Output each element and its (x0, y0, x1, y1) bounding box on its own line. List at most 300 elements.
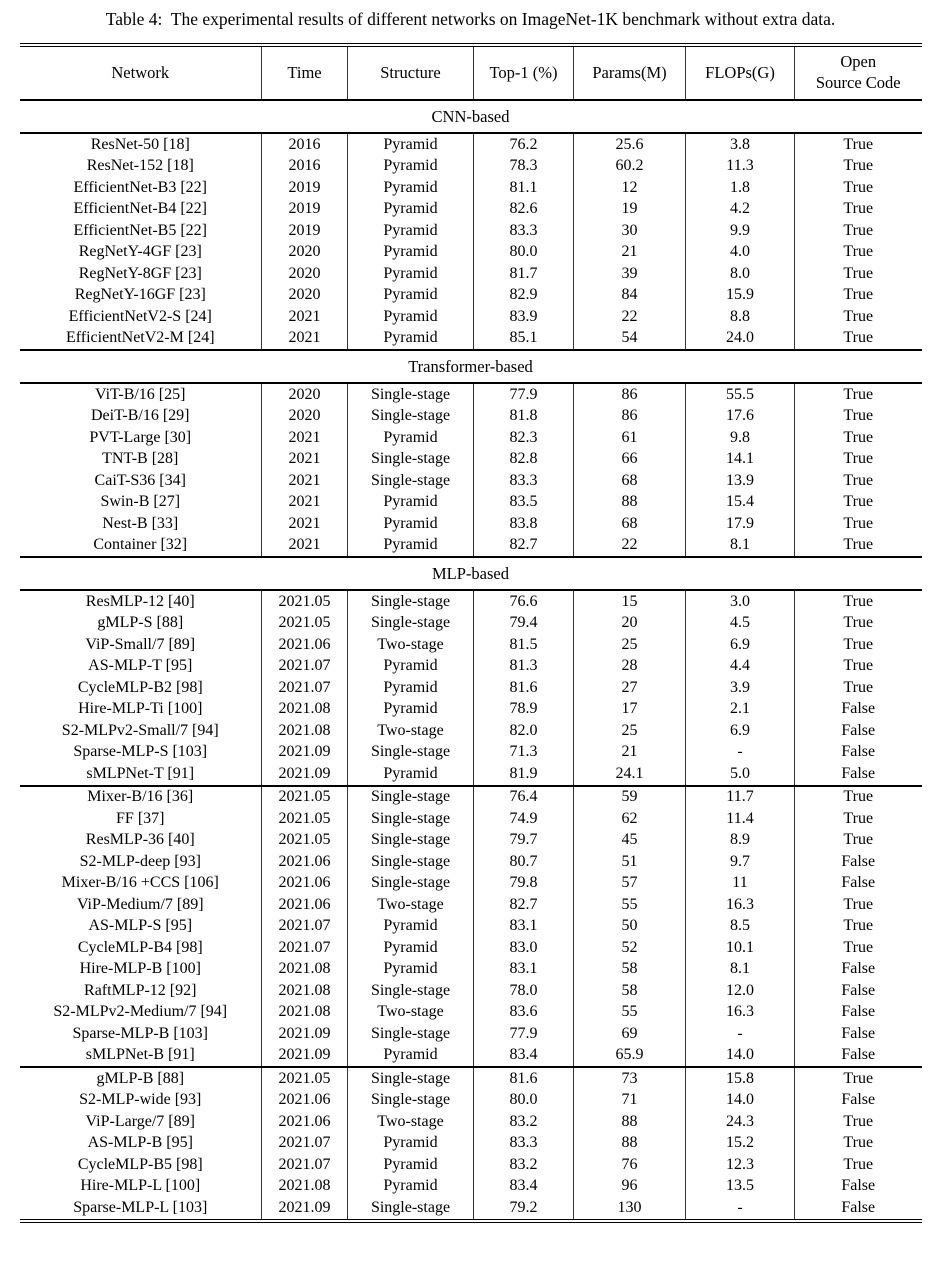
cell-network: DeiT-B/16 [29] (90, 407, 190, 425)
table-row (20, 808, 922, 830)
table-row (20, 427, 922, 449)
cell-structure: Pyramid (348, 156, 474, 178)
cell-flops: - (686, 1023, 795, 1045)
cell-network: Hire-MLP-L [100] (80, 1177, 201, 1195)
cell-flops: 15.4 (686, 492, 795, 514)
cell-network: Swin-B [27] (100, 493, 181, 511)
cell-time: 2021.07 (262, 916, 348, 938)
cell-params: 25 (574, 720, 686, 742)
results-table (20, 43, 922, 1223)
cell-params: 61 (574, 427, 686, 449)
table-row (20, 285, 922, 307)
cell-structure: Pyramid (348, 1133, 474, 1155)
cell-network: gMLP-S [88] (97, 614, 184, 632)
cell-flops: 1.8 (686, 177, 795, 199)
section-label: MLP-based (20, 557, 922, 590)
cell-flops: 24.3 (686, 1111, 795, 1133)
cell-open-source-code: True (795, 328, 922, 351)
table-row (20, 263, 922, 285)
cell-flops: - (686, 742, 795, 764)
cell-structure: Two-stage (348, 894, 474, 916)
cell-top1: 78.9 (474, 699, 574, 721)
cell-params: 25.6 (574, 133, 686, 156)
cell-flops: 3.8 (686, 133, 795, 156)
cell-network: ResNet-152 [18] (86, 157, 194, 175)
cell-flops: 12.0 (686, 980, 795, 1002)
cell-structure: Single-stage (348, 786, 474, 809)
section-label: CNN-based (20, 100, 922, 133)
cell-network: PVT-Large [30] (89, 428, 192, 446)
cell-params: 58 (574, 959, 686, 981)
cell-flops: 5.0 (686, 763, 795, 786)
cell-time: 2021.09 (262, 763, 348, 786)
table-row (20, 470, 922, 492)
cell-network: Sparse-MLP-L [103] (73, 1198, 208, 1216)
cell-top1: 82.6 (474, 199, 574, 221)
cell-flops: 3.0 (686, 590, 795, 613)
cell-flops: 9.9 (686, 220, 795, 242)
table-row (20, 199, 922, 221)
cell-time: 2021 (262, 328, 348, 351)
table-row (20, 742, 922, 764)
cell-structure: Single-stage (348, 1023, 474, 1045)
cell-top1: 80.7 (474, 851, 574, 873)
cell-structure: Single-stage (348, 830, 474, 852)
table-row (20, 894, 922, 916)
cell-open-source-code: False (795, 1176, 922, 1198)
cell-flops: 11.3 (686, 156, 795, 178)
cell-flops: 9.8 (686, 427, 795, 449)
cell-top1: 83.5 (474, 492, 574, 514)
cell-structure: Pyramid (348, 242, 474, 264)
cell-open-source-code: True (795, 677, 922, 699)
cell-top1: 82.9 (474, 285, 574, 307)
cell-top1: 83.8 (474, 513, 574, 535)
cell-time: 2020 (262, 406, 348, 428)
cell-network: ViT-B/16 [25] (95, 385, 186, 403)
cell-flops: 3.9 (686, 677, 795, 699)
cell-time: 2021.08 (262, 720, 348, 742)
cell-top1: 80.0 (474, 1090, 574, 1112)
cell-open-source-code: True (795, 306, 922, 328)
cell-top1: 81.6 (474, 677, 574, 699)
cell-open-source-code: False (795, 1090, 922, 1112)
cell-structure: Single-stage (348, 1067, 474, 1090)
cell-network: S2-MLP-wide [93] (79, 1091, 202, 1109)
cell-flops: 8.1 (686, 959, 795, 981)
cell-time: 2020 (262, 263, 348, 285)
cell-open-source-code: True (795, 1133, 922, 1155)
cell-flops: 14.1 (686, 449, 795, 471)
cell-flops: 24.0 (686, 328, 795, 351)
table-row (20, 763, 922, 786)
cell-network: ResNet-50 [18] (90, 135, 190, 153)
table-row (20, 677, 922, 699)
cell-structure: Pyramid (348, 535, 474, 558)
cell-network: AS-MLP-T [95] (88, 657, 193, 675)
cell-open-source-code: False (795, 1002, 922, 1024)
cell-top1: 81.5 (474, 634, 574, 656)
cell-structure: Single-stage (348, 1090, 474, 1112)
cell-open-source-code: True (795, 263, 922, 285)
section-row (20, 350, 922, 383)
cell-network: CaiT-S36 [34] (94, 471, 186, 489)
cell-params: 71 (574, 1090, 686, 1112)
cell-flops: 14.0 (686, 1090, 795, 1112)
cell-open-source-code: True (795, 937, 922, 959)
cell-open-source-code: True (795, 1067, 922, 1090)
cell-top1: 83.3 (474, 220, 574, 242)
cell-time: 2021.08 (262, 980, 348, 1002)
cell-flops: 13.9 (686, 470, 795, 492)
cell-params: 88 (574, 1111, 686, 1133)
cell-params: 58 (574, 980, 686, 1002)
cell-flops: 4.0 (686, 242, 795, 264)
table-row (20, 1023, 922, 1045)
cell-params: 73 (574, 1067, 686, 1090)
cell-top1: 83.2 (474, 1154, 574, 1176)
table-row (20, 133, 922, 156)
cell-structure: Two-stage (348, 720, 474, 742)
cell-top1: 71.3 (474, 742, 574, 764)
cell-network: ViP-Large/7 [89] (85, 1112, 195, 1130)
table-row (20, 937, 922, 959)
cell-network: ViP-Medium/7 [89] (76, 895, 204, 913)
cell-top1: 81.6 (474, 1067, 574, 1090)
cell-params: 51 (574, 851, 686, 873)
cell-params: 22 (574, 306, 686, 328)
col-header-open-source-code (795, 45, 922, 100)
cell-time: 2021 (262, 427, 348, 449)
cell-params: 12 (574, 177, 686, 199)
table-row (20, 720, 922, 742)
cell-time: 2020 (262, 285, 348, 307)
cell-open-source-code: False (795, 742, 922, 764)
cell-params: 15 (574, 590, 686, 613)
section-row (20, 100, 922, 133)
cell-params: 27 (574, 677, 686, 699)
cell-top1: 83.4 (474, 1176, 574, 1198)
cell-params: 57 (574, 873, 686, 895)
cell-network: TNT-B [28] (102, 450, 179, 468)
cell-open-source-code: True (795, 242, 922, 264)
cell-time: 2021.06 (262, 851, 348, 873)
table-row (20, 177, 922, 199)
header-row (20, 45, 922, 100)
cell-time: 2021.07 (262, 1154, 348, 1176)
cell-time: 2019 (262, 199, 348, 221)
cell-params: 88 (574, 1133, 686, 1155)
cell-structure: Two-stage (348, 634, 474, 656)
cell-time: 2021 (262, 492, 348, 514)
cell-structure: Pyramid (348, 677, 474, 699)
cell-time: 2021.05 (262, 1067, 348, 1090)
cell-params: 60.2 (574, 156, 686, 178)
cell-top1: 77.9 (474, 383, 574, 406)
cell-time: 2021 (262, 535, 348, 558)
cell-top1: 83.9 (474, 306, 574, 328)
cell-open-source-code: False (795, 1197, 922, 1221)
cell-open-source-code: True (795, 220, 922, 242)
cell-top1: 77.9 (474, 1023, 574, 1045)
table-header (20, 45, 922, 100)
cell-params: 86 (574, 383, 686, 406)
cell-params: 86 (574, 406, 686, 428)
cell-open-source-code: True (795, 449, 922, 471)
cell-params: 76 (574, 1154, 686, 1176)
cell-flops: 4.2 (686, 199, 795, 221)
cell-params: 84 (574, 285, 686, 307)
cell-params: 28 (574, 656, 686, 678)
cell-flops: 15.8 (686, 1067, 795, 1090)
cell-flops: 17.9 (686, 513, 795, 535)
cell-time: 2021.06 (262, 1111, 348, 1133)
col-header-flops: FLOPs(G) (686, 45, 795, 100)
cell-network: EfficientNetV2-M [24] (65, 329, 215, 347)
cell-network: S2-MLPv2-Medium/7 [94] (53, 1003, 228, 1021)
cell-open-source-code: True (795, 470, 922, 492)
cell-flops: 55.5 (686, 383, 795, 406)
cell-network: EfficientNet-B5 [22] (73, 221, 207, 239)
cell-top1: 81.3 (474, 656, 574, 678)
cell-network: EfficientNetV2-S [24] (68, 307, 212, 325)
cell-params: 65.9 (574, 1045, 686, 1068)
cell-time: 2021.06 (262, 873, 348, 895)
cell-open-source-code: False (795, 851, 922, 873)
cell-params: 24.1 (574, 763, 686, 786)
table-body (20, 100, 922, 1221)
cell-open-source-code: True (795, 156, 922, 178)
table-row (20, 1002, 922, 1024)
cell-params: 96 (574, 1176, 686, 1198)
cell-network: FF [37] (116, 809, 165, 827)
section-label: Transformer-based (20, 350, 922, 383)
cell-params: 59 (574, 786, 686, 809)
cell-structure: Pyramid (348, 937, 474, 959)
cell-network: Hire-MLP-Ti [100] (78, 700, 203, 718)
table-row (20, 613, 922, 635)
cell-structure: Single-stage (348, 742, 474, 764)
cell-top1: 82.8 (474, 449, 574, 471)
cell-flops: - (686, 1197, 795, 1221)
cell-top1: 85.1 (474, 328, 574, 351)
cell-top1: 76.6 (474, 590, 574, 613)
table-row (20, 590, 922, 613)
cell-time: 2021.08 (262, 1176, 348, 1198)
cell-flops: 12.3 (686, 1154, 795, 1176)
cell-time: 2021 (262, 449, 348, 471)
cell-flops: 8.9 (686, 830, 795, 852)
table-row (20, 980, 922, 1002)
table-row (20, 406, 922, 428)
cell-time: 2021.07 (262, 937, 348, 959)
cell-open-source-code: False (795, 980, 922, 1002)
cell-flops: 11.4 (686, 808, 795, 830)
table-row (20, 492, 922, 514)
cell-top1: 82.0 (474, 720, 574, 742)
cell-open-source-code: True (795, 656, 922, 678)
cell-open-source-code: False (795, 873, 922, 895)
table-row (20, 306, 922, 328)
cell-top1: 81.1 (474, 177, 574, 199)
cell-time: 2021.07 (262, 1133, 348, 1155)
cell-open-source-code: True (795, 177, 922, 199)
cell-network: Container [32] (93, 536, 188, 554)
table-row (20, 1154, 922, 1176)
table-row (20, 1090, 922, 1112)
cell-top1: 82.7 (474, 894, 574, 916)
cell-network: CycleMLP-B4 [98] (77, 938, 203, 956)
cell-network: Mixer-B/16 +CCS [106] (61, 874, 219, 892)
cell-time: 2021 (262, 513, 348, 535)
cell-open-source-code: False (795, 959, 922, 981)
table-row (20, 156, 922, 178)
cell-top1: 74.9 (474, 808, 574, 830)
cell-structure: Pyramid (348, 656, 474, 678)
cell-open-source-code: True (795, 492, 922, 514)
cell-flops: 8.1 (686, 535, 795, 558)
cell-time: 2021.07 (262, 656, 348, 678)
cell-top1: 83.6 (474, 1002, 574, 1024)
cell-structure: Pyramid (348, 513, 474, 535)
cell-flops: 6.9 (686, 720, 795, 742)
cell-network: Nest-B [33] (102, 514, 179, 532)
cell-structure: Pyramid (348, 916, 474, 938)
cell-network: Mixer-B/16 [36] (20, 786, 262, 809)
cell-time: 2016 (262, 156, 348, 178)
table-row (20, 1176, 922, 1198)
cell-top1: 78.0 (474, 980, 574, 1002)
section-row (20, 557, 922, 590)
cell-top1: 83.2 (474, 1111, 574, 1133)
cell-flops: 11 (686, 873, 795, 895)
cell-params: 66 (574, 449, 686, 471)
cell-structure: Single-stage (348, 406, 474, 428)
cell-structure: Pyramid (348, 763, 474, 786)
table-row (20, 449, 922, 471)
cell-params: 39 (574, 263, 686, 285)
cell-network: AS-MLP-S [95] (88, 917, 193, 935)
cell-open-source-code: True (795, 427, 922, 449)
cell-params: 45 (574, 830, 686, 852)
cell-open-source-code: True (795, 894, 922, 916)
table-row (20, 634, 922, 656)
cell-network: CycleMLP-B2 [98] (77, 678, 203, 696)
cell-time: 2021.06 (262, 894, 348, 916)
table-row (20, 656, 922, 678)
cell-open-source-code: False (795, 1045, 922, 1068)
cell-params: 20 (574, 613, 686, 635)
cell-network: EfficientNet-B4 [22] (73, 200, 207, 218)
cell-time: 2021.08 (262, 699, 348, 721)
cell-flops: 14.0 (686, 1045, 795, 1068)
cell-structure: Two-stage (348, 1111, 474, 1133)
table-row (20, 535, 922, 558)
cell-time: 2021 (262, 470, 348, 492)
cell-params: 68 (574, 470, 686, 492)
cell-structure: Two-stage (348, 1002, 474, 1024)
cell-top1: 82.7 (474, 535, 574, 558)
cell-structure: Pyramid (348, 199, 474, 221)
cell-top1: 76.2 (474, 133, 574, 156)
table-row (20, 916, 922, 938)
cell-open-source-code: True (795, 590, 922, 613)
cell-top1: 79.4 (474, 613, 574, 635)
cell-params: 17 (574, 699, 686, 721)
cell-time: 2020 (262, 383, 348, 406)
table-row (20, 786, 922, 809)
cell-structure: Pyramid (348, 306, 474, 328)
cell-open-source-code: True (795, 513, 922, 535)
cell-structure: Pyramid (348, 699, 474, 721)
cell-open-source-code: True (795, 1154, 922, 1176)
col-header-top1: Top-1 (%) (474, 45, 574, 100)
cell-structure: Pyramid (348, 492, 474, 514)
cell-flops: 8.5 (686, 916, 795, 938)
cell-structure: Single-stage (348, 808, 474, 830)
cell-time: 2021.09 (262, 1197, 348, 1221)
cell-flops: 8.0 (686, 263, 795, 285)
cell-params: 88 (574, 492, 686, 514)
cell-time: 2021.05 (262, 786, 348, 809)
cell-structure: Pyramid (348, 1154, 474, 1176)
cell-open-source-code: False (795, 763, 922, 786)
table-row (20, 242, 922, 264)
table-row (20, 1045, 922, 1068)
cell-flops: 16.3 (686, 894, 795, 916)
cell-structure: Pyramid (348, 133, 474, 156)
cell-network: ResMLP-12 [40] (85, 592, 195, 610)
cell-network: Sparse-MLP-B [103] (72, 1024, 209, 1042)
cell-time: 2021.06 (262, 634, 348, 656)
cell-structure: Single-stage (348, 1197, 474, 1221)
cell-top1: 83.3 (474, 470, 574, 492)
cell-structure: Single-stage (348, 449, 474, 471)
cell-time: 2021.08 (262, 1002, 348, 1024)
cell-top1: 83.1 (474, 959, 574, 981)
cell-flops: 4.4 (686, 656, 795, 678)
cell-network: Hire-MLP-B [100] (79, 960, 201, 978)
cell-open-source-code: True (795, 535, 922, 558)
cell-top1: 81.7 (474, 263, 574, 285)
cell-open-source-code: True (795, 133, 922, 156)
cell-network: ResMLP-36 [40] (85, 831, 195, 849)
cell-params: 19 (574, 199, 686, 221)
table-row (20, 1197, 922, 1221)
cell-params: 68 (574, 513, 686, 535)
cell-params: 62 (574, 808, 686, 830)
cell-open-source-code: False (795, 699, 922, 721)
table-row (20, 1111, 922, 1133)
cell-network: Sparse-MLP-S [103] (73, 743, 208, 761)
cell-time: 2021.09 (262, 1023, 348, 1045)
cell-flops: 17.6 (686, 406, 795, 428)
cell-params: 22 (574, 535, 686, 558)
cell-time: 2021.08 (262, 959, 348, 981)
cell-flops: 15.9 (686, 285, 795, 307)
cell-time: 2016 (262, 133, 348, 156)
cell-structure: Pyramid (348, 220, 474, 242)
cell-time: 2021.09 (262, 742, 348, 764)
cell-flops: 13.5 (686, 1176, 795, 1198)
cell-structure: Pyramid (348, 328, 474, 351)
cell-time: 2021.05 (262, 613, 348, 635)
cell-params: 54 (574, 328, 686, 351)
cell-structure: Single-stage (348, 590, 474, 613)
cell-flops: 8.8 (686, 306, 795, 328)
cell-top1: 79.7 (474, 830, 574, 852)
cell-top1: 79.2 (474, 1197, 574, 1221)
